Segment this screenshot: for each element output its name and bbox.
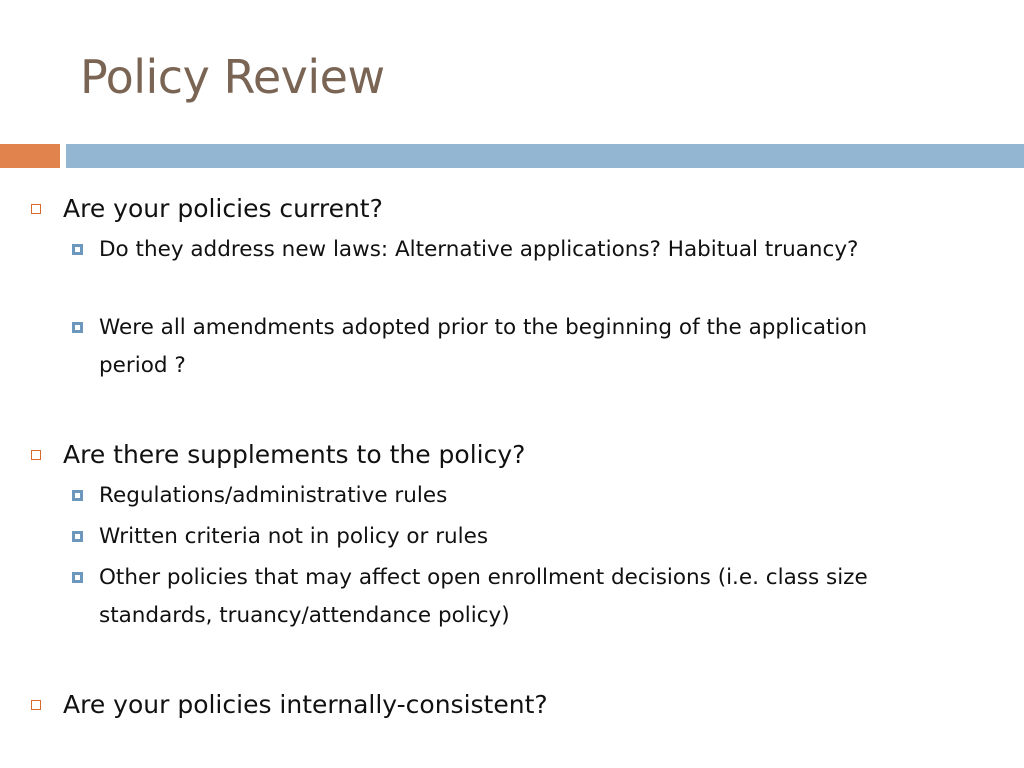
hollow-square-bullet-icon xyxy=(31,204,41,214)
bullet-text: Are your policies internally-consistent? xyxy=(63,690,548,719)
hollow-square-bullet-icon xyxy=(31,700,41,710)
bullet-text: Are there supplements to the policy? xyxy=(63,440,526,469)
square-bullet-icon xyxy=(72,490,83,501)
sub-bullet-text: Were all amendments adopted prior to the beginning of the application period ? xyxy=(99,315,868,378)
slide-title: Policy Review xyxy=(80,50,385,104)
sub-bullet-text: Other policies that may affect open enrollment decisions (i.e. class size standards, truancy/attendance policy) xyxy=(99,565,868,628)
sub-bullet-text: Written criteria not in policy or rules xyxy=(99,524,489,549)
hollow-square-bullet-icon xyxy=(31,450,41,460)
sub-bullet-text: Do they address new laws: Alternative applications? Habitual truancy? xyxy=(99,237,859,262)
square-bullet-icon xyxy=(72,244,83,255)
bullet-text: Are your policies current? xyxy=(63,194,383,223)
square-bullet-icon xyxy=(72,531,83,542)
square-bullet-icon xyxy=(72,572,83,583)
square-bullet-icon xyxy=(72,322,83,333)
sub-bullet-text: Regulations/administrative rules xyxy=(99,483,448,508)
title-divider-orange-bar xyxy=(0,144,60,168)
title-divider-blue-bar xyxy=(66,144,1024,168)
